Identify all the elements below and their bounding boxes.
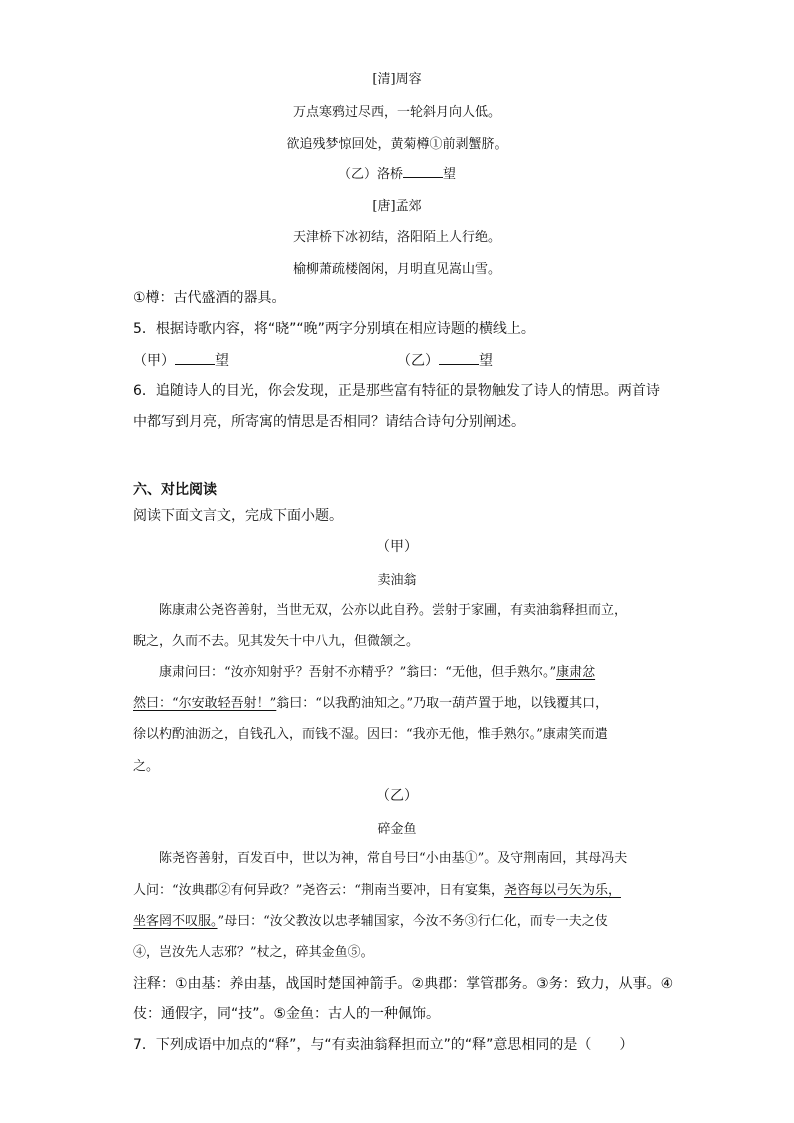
poem-yi-line-1: 天津桥下冰初结，洛阳陌上人行绝。 xyxy=(292,230,501,245)
text-yi-line-2-a: 人问：“汝典郡②有何异政？”尧咨云：“荆南当要冲，日有宴集， xyxy=(133,883,504,898)
text-yi-line-1: 陈尧咨善射，百发百中，世以为神，常自号曰“小由基①”。及守荆南回，其母冯夫 xyxy=(159,851,628,866)
poem-yi-title-suffix: 望 xyxy=(443,167,457,182)
section-6-heading: 六、对比阅读 xyxy=(133,482,217,498)
text-jia-p2-line-3: 徐以杓酌油沥之，自钱孔入，而钱不湿。因曰：“我亦无他，惟手熟尔。”康肃笑而遣 xyxy=(133,727,608,742)
question-5-jia xyxy=(133,350,229,370)
question-6-line-2: 中都写到月亮，所寄寓的情思是否相同？请结合诗句分别阐述。 xyxy=(133,414,525,430)
poem-yi-title-prefix: （乙）洛桥 xyxy=(337,167,403,182)
text-jia-p2-line-4: 之。 xyxy=(133,759,160,774)
text-jia-p2-line-2-underlined: 然曰：“尔安敢轻吾射！” xyxy=(133,696,277,711)
poem-yi-line-2: 榆柳萧疏楼阁闲，月明直见嵩山雪。 xyxy=(292,262,501,277)
question-7: 7．下列成语中加点的“释”，与“有卖油翁释担而立”的“释”意思相同的是（ ） xyxy=(133,1037,634,1053)
text-jia-p2-line-1-underlined: 康肃忿 xyxy=(556,665,596,680)
q5-yi-suffix: 望 xyxy=(479,353,493,369)
text-jia-p2-line-2 xyxy=(133,692,608,711)
text-jia-title: 卖油翁 xyxy=(377,573,417,588)
poem-yi-title xyxy=(0,163,794,182)
poem-yi-title-blank xyxy=(403,165,443,178)
text-yi-line-3-b: ”母曰：“汝父教汝以忠孝辅国家，今汝不务③行仁化，而专一夫之伎 xyxy=(217,914,608,929)
notes-line-2: 伎：通假字，同“技”。⑤金鱼：古人的一种佩饰。 xyxy=(133,1006,441,1022)
q5-yi-blank xyxy=(439,352,479,365)
text-yi-line-4: ④，岂汝先人志邪？”杖之，碎其金鱼⑤。 xyxy=(133,945,374,960)
text-yi-line-3 xyxy=(133,910,608,929)
text-jia-p2-line-1 xyxy=(159,661,595,680)
poem-yi-author: [唐]孟郊 xyxy=(372,199,422,214)
text-yi-label: （乙） xyxy=(376,788,418,804)
text-yi-line-2-underlined: 尧咨每以弓矢为乐， xyxy=(503,883,621,898)
q5-jia-label: （甲） xyxy=(133,353,175,369)
poem-note: ①樽：古代盛酒的器具。 xyxy=(133,290,286,306)
text-jia-p2-line-1-a: 康肃问曰：“汝亦知射乎？吾射不亦精乎？”翁曰：“无他，但手熟尔。” xyxy=(159,665,557,680)
text-yi-line-2 xyxy=(133,879,621,898)
poem-jia-line-1: 万点寒鸦过尽西，一轮斜月向人低。 xyxy=(292,105,501,120)
text-jia-label: （甲） xyxy=(376,539,418,555)
poem-jia-author: [清]周容 xyxy=(372,72,422,87)
text-jia-p2-line-2-b: 翁曰：“以我酌油知之。”乃取一葫芦置于地，以钱覆其口， xyxy=(276,696,609,711)
poem-jia-line-2: 欲追残梦惊回处，黄菊樽①前剥蟹脐。 xyxy=(286,137,508,152)
section-6-instruction: 阅读下面文言文，完成下面小题。 xyxy=(133,508,343,524)
q5-yi-label: （乙） xyxy=(397,353,439,369)
q5-jia-blank xyxy=(175,352,215,365)
notes-line-1: 注释：①由基：养由基，战国时楚国神箭手。②典郡：掌管郡务。③务：致力，从事。④ xyxy=(133,976,674,992)
text-yi-line-3-underlined: 坐客罔不叹服。 xyxy=(133,914,218,929)
question-6-line-1: 6．追随诗人的目光，你会发现，正是那些富有特征的景物触发了诗人的情思。两首诗 xyxy=(133,383,660,399)
question-5: 5．根据诗歌内容，将“晓”“晚”两字分别填在相应诗题的横线上。 xyxy=(133,321,535,337)
question-5-yi xyxy=(397,350,493,370)
text-jia-p1-line-1: 陈康肃公尧咨善射，当世无双，公亦以此自矜。尝射于家圃，有卖油翁释担而立， xyxy=(159,603,628,618)
text-jia-p1-line-2: 睨之，久而不去。见其发矢十中八九，但微颔之。 xyxy=(133,634,420,649)
q5-jia-suffix: 望 xyxy=(215,353,229,369)
text-yi-title: 碎金鱼 xyxy=(377,822,417,837)
